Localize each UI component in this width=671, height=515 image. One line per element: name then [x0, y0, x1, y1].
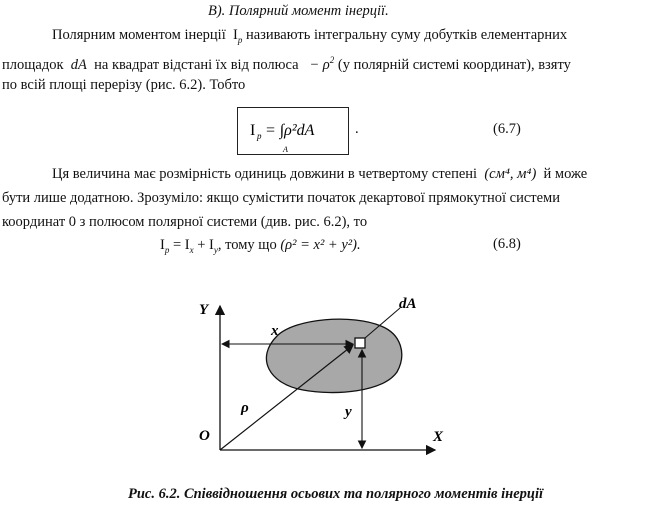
paragraph1-line2: площадок dA на квадрат відстані їх від полюса − $\rho^2$ (у полярній системі координат), взяту [2, 55, 571, 73]
label-dA: dA [399, 296, 417, 312]
formula-rhs: = ∫ρ²dA [265, 122, 315, 139]
area-blob [266, 319, 401, 392]
paragraph2-line1: Ця величина має розмірність одиниць довжини в четвертому степені (см⁴, м⁴) й може [52, 166, 588, 182]
paragraph1-line1: Полярним моментом інерції $I_p$ називають інтегральну суму добутків елементарних [52, 27, 568, 45]
paragraph2-line3: координат 0 з полюсом полярної системи (див. рис. 6.2), то [2, 214, 368, 230]
paragraph1-line3: по всій площі перерізу (рис. 6.2). Тобто [2, 77, 246, 93]
formula-lhs: I [250, 122, 256, 139]
dA-square [355, 338, 365, 348]
figure-caption: Рис. 6.2. Співвідношення осьових та полярного моментів інерції [127, 486, 544, 502]
symbol-Ip: $I_p$ [233, 27, 243, 45]
formula-6-7-svg [238, 108, 350, 156]
paragraph2-line2: бути лише додатною. Зрозуміло: якщо сумістити початок декартової прямокутної системи [2, 190, 560, 206]
section-heading: В). Полярний момент інерції. [208, 3, 389, 19]
formula-6-8: $I_p = I_x + I_y$, тому що (ρ² = x² + y²). [160, 237, 361, 255]
label-Y: Y [199, 302, 209, 318]
label-y: y [345, 404, 352, 420]
formula-6-7-box [237, 107, 349, 155]
symbol-rho-squared: − $\rho^2$ [309, 55, 335, 73]
label-rho: ρ [241, 400, 249, 416]
label-x: x [271, 323, 279, 339]
formula-limit: A [283, 145, 288, 154]
formula-6-8-number: (6.8) [493, 236, 521, 252]
formula-lhs-sub: p [257, 131, 262, 141]
label-O: O [199, 428, 210, 444]
label-X: X [433, 429, 444, 445]
formula-6-7-number: (6.7) [493, 121, 521, 137]
figure-6-2 [185, 288, 455, 468]
formula-6-7-dot: . [355, 121, 359, 137]
